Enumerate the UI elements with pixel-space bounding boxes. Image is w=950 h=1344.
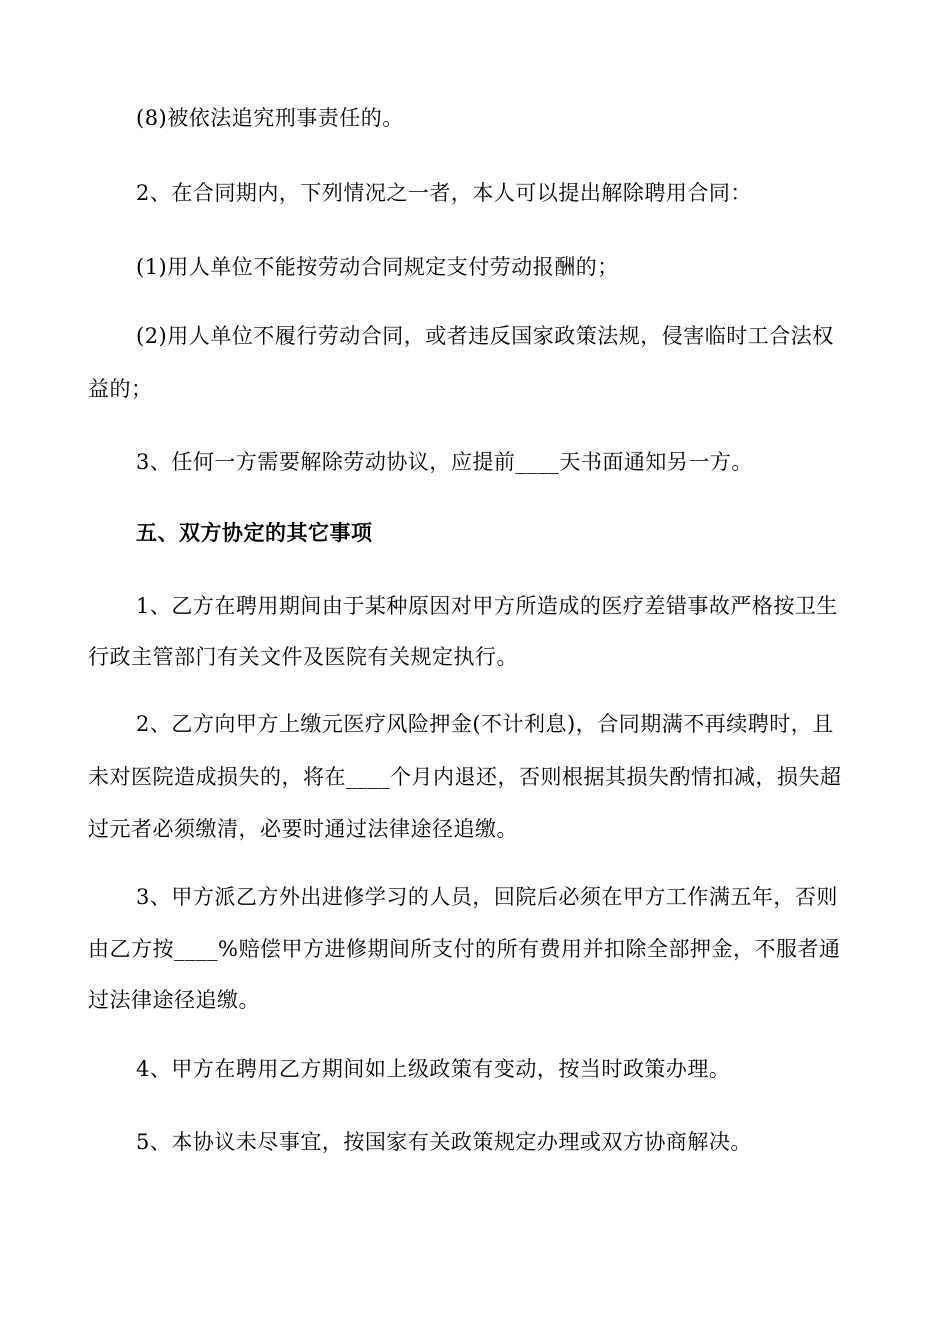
text-line: 1、乙方在聘用期间由于某种原因对甲方所造成的医疗差错事故严格按卫生	[136, 594, 838, 618]
text-line: 3、任何一方需要解除劳动协议，应提前____天书面通知另一方。	[136, 450, 753, 474]
text-line: 由乙方按____%赔偿甲方进修期间所支付的所有费用并扣除全部押金，不服者通	[88, 937, 841, 961]
text-line: 3、甲方派乙方外出进修学习的人员，回院后必须在甲方工作满五年，否则	[136, 885, 838, 909]
section-heading: 五、双方协定的其它事项	[136, 520, 373, 545]
text-line: 益的；	[88, 377, 153, 401]
text-line: 5、本协议未尽事宜，按国家有关政策规定办理或双方协商解决。	[136, 1130, 752, 1154]
text-line: (8)被依法追究刑事责任的。	[136, 106, 404, 130]
text-line: 4、甲方在聘用乙方期间如上级政策有变动，按当时政策办理。	[136, 1057, 731, 1081]
text-line: 2、乙方向甲方上缴元医疗风险押金(不计利息)，合同期满不再续聘时，且	[136, 712, 834, 736]
text-line: 过元者必须缴清，必要时通过法律途径追缴。	[88, 817, 518, 841]
text-line: (2)用人单位不履行劳动合同，或者违反国家政策法规，侵害临时工合法权	[136, 324, 834, 348]
text-line: (1)用人单位不能按劳动合同规定支付劳动报酬的；	[136, 255, 619, 279]
text-line: 未对医院造成损失的，将在____个月内退还，否则根据其损失酌情扣减，损失超	[88, 765, 842, 789]
text-line: 行政主管部门有关文件及医院有关规定执行。	[88, 645, 518, 669]
text-line: 2、在合同期内，下列情况之一者，本人可以提出解除聘用合同：	[136, 181, 752, 205]
text-line: 过法律途径追缴。	[88, 988, 260, 1012]
